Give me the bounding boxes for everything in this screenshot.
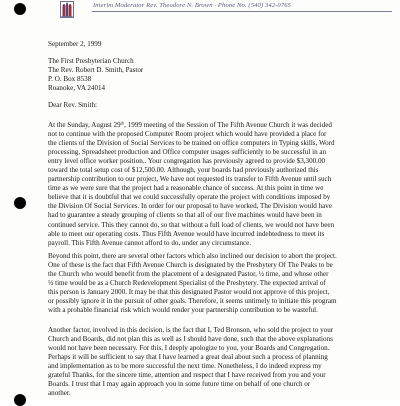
text-segment: processing, Spreadsheet production and Office computer usages sufficiently to be successful in an — [48, 148, 327, 157]
recipient-address — [48, 57, 388, 93]
text-segment: able to meet our operating costs. Thus Fifth Avenue would have incurred indebtedness to meet its — [48, 229, 325, 238]
text-line: Boards. I trust that I may again approach you in some future time on behalf of one church or — [48, 380, 311, 389]
address-line: P. O. Box 8538 — [48, 75, 92, 84]
text-segment: partnership contribution to our project, We have not requested its transfer to Fifth Avenue until such — [48, 175, 332, 184]
text-segment: had to guarantee a steady grouping of clients so that all of our five machines would have been in — [48, 211, 322, 220]
text-segment: believe that it is doubtful that we could successfully operate the project with conditions imposed by — [48, 193, 331, 202]
text-line: would not have been necessary. For this, I deeply apologize to you, your Boards and Congregation. — [48, 344, 330, 353]
text-segment: entry level office worker position.. Your congregation has previously agreed to provide $3,300.00 — [48, 157, 326, 166]
text-line — [48, 130, 388, 139]
text-line — [48, 239, 388, 248]
salutation: Dear Rev. Smith: — [48, 101, 97, 109]
text-line: another. — [48, 389, 71, 398]
text-line — [48, 157, 388, 166]
binder-hole-bottom — [14, 394, 26, 406]
text-line: grateful Thanks, for the sincere time, attention and respect that I have received from you and your — [48, 371, 326, 380]
text-segment: the clients of the Division of Social Services to be trained on office computers in Typing skills, Word — [48, 139, 335, 148]
text-line — [48, 139, 388, 148]
text-line: this person is January 2000. It may be that this designated Pastor would not approve of this project, — [48, 288, 330, 297]
text-line — [48, 202, 388, 211]
paragraph-other-factors — [48, 252, 388, 315]
letter-date: September 2, 1999 — [48, 40, 102, 48]
paragraph-apology — [48, 326, 388, 398]
text-line: ½ time would be as a Church Redevelopment Specialist of the Presbytery. The expected arrival of — [48, 279, 326, 288]
letterhead-rule — [92, 11, 392, 12]
text-line: or possibly ignore it in the pursuit of other goals. Therefore, it seems untimely to initiate this program — [48, 297, 337, 306]
letterhead-text: Interim Moderator Rev. Theodore N. Brown · Phone No. (540) 342-0765 — [93, 2, 292, 9]
text-line — [48, 175, 388, 184]
address-line: The Rev. Robert D. Smith, Pastor — [48, 66, 144, 75]
text-line — [48, 148, 388, 157]
text-line: One of these is the fact that Fifth Avenue Church is designated by the Presbytery Of The Peaks to be — [48, 261, 333, 270]
binder-hole-top — [14, 3, 26, 15]
text-segment: , 1999 meeting of the Session of The Fifth Avenue Church it was decided — [124, 121, 332, 129]
text-line — [48, 184, 388, 193]
text-line — [48, 211, 388, 220]
text-segment: toward the total setup cost of $12,500.00. Although, your boards had previously authorized this — [48, 166, 319, 175]
binder-hole-middle — [14, 197, 26, 209]
text-segment: At the Sunday, August 29 — [48, 121, 121, 129]
text-line: Church and Boards, did not plan this as well as I should have done, such that the above explanations — [48, 335, 333, 344]
address-line: The First Presbyterian Church — [48, 57, 134, 65]
church-logo-icon — [60, 1, 74, 18]
text-segment: continued service. This they cannot do, so that without a full load of clients, we would not have been — [48, 220, 335, 229]
text-line — [48, 221, 388, 230]
text-line: the Church who would benefit from the placement of a designated Pastor, ½ time, and whose other — [48, 270, 329, 279]
text-segment: payroll. This Fifth Avenue cannot afford to do, under any circumstance. — [48, 238, 252, 247]
address-line: Roanoke, VA 24014 — [48, 84, 106, 93]
ordinal-suffix: th — [120, 120, 125, 126]
text-line — [48, 193, 388, 202]
paragraph-computer-room — [48, 121, 388, 248]
text-line — [48, 230, 388, 239]
text-segment: not to continue with the proposed Computer Room project which would have provided a place for — [48, 130, 327, 139]
text-line: Another factor, involved in this decision, is the fact that I, Ted Bronson, who sold the project to your — [48, 326, 334, 334]
text-line: and implementation as to be more successful the next time. Nonetheless, I do indeed express my — [48, 362, 322, 371]
text-line — [48, 121, 388, 130]
text-line: with a probable financial risk which would render your partnership contribution to be wasteful. — [48, 306, 318, 315]
text-segment: the Division Of Social Services. In order for our proposal to have worked, The Division would have — [48, 202, 332, 211]
text-line: Perhaps it will be sufficient to say that I have learned a great deal about such a process of planning — [48, 353, 328, 362]
text-line: Beyond this point, there are several other factors which also inclined our decision to abort the project. — [48, 252, 337, 260]
text-line — [48, 166, 388, 175]
text-segment: time as we were sure that the project had a reasonable chance of success. At this point in time we — [48, 184, 324, 193]
